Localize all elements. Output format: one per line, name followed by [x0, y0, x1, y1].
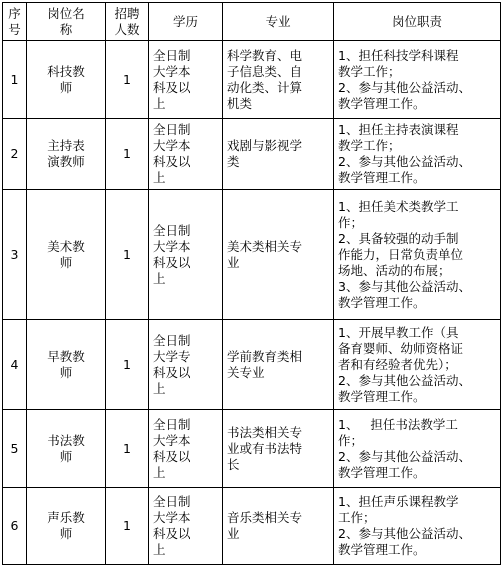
cell-major: 书法类相关专 业或有书法特 长: [223, 410, 334, 488]
cell-education: 全日制 大学本 科及以 上: [149, 488, 223, 565]
cell-no: 2: [3, 119, 27, 190]
cell-position: 声乐教 师: [27, 488, 106, 565]
table-row: [3, 190, 501, 320]
cell-major: 戏剧与影视学 类: [223, 119, 334, 190]
cell-position: 美术教 师: [27, 190, 106, 320]
cell-count: 1: [106, 41, 149, 119]
cell-duty: 1、担任科技学科课程 教学工作； 2、参与其他公益活动、 教学管理工作。: [334, 41, 501, 119]
cell-major: 音乐类相关专 业: [223, 488, 334, 565]
cell-education: 全日制 大学专 科及以 上: [149, 320, 223, 410]
cell-major: 科学教育、电 子信息类、自 动化类、计算 机类: [223, 41, 334, 119]
cell-count: 1: [106, 488, 149, 565]
cell-no: 6: [3, 488, 27, 565]
cell-education: 全日制 大学本 科及以 上: [149, 190, 223, 320]
cell-no: 1: [3, 41, 27, 119]
header-no: 序 号: [3, 3, 27, 41]
table-body: [3, 41, 501, 565]
cell-position: 书法教 师: [27, 410, 106, 488]
cell-no: 4: [3, 320, 27, 410]
cell-duty: 1、开展早教工作（具 备育婴师、幼师资格证 者和有经验者优先）； 2、参与其他公益活动、 教学管理工作。: [334, 320, 501, 410]
cell-duty: 1、担任美术类教学工 作； 2、具备较强的动手制 作能力，日常负责单位 场地、活动的布展； 3、参与其他公益活动、 教学管理工作。: [334, 190, 501, 320]
cell-education: 全日制 大学本 科及以 上: [149, 410, 223, 488]
cell-no: 3: [3, 190, 27, 320]
cell-count: 1: [106, 320, 149, 410]
cell-duty: 1、担任主持表演课程 教学工作； 2、参与其他公益活动、 教学管理工作。: [334, 119, 501, 190]
cell-education: 全日制 大学本 科及以 上: [149, 119, 223, 190]
cell-count: 1: [106, 410, 149, 488]
header-count: 招聘 人数: [106, 3, 149, 41]
cell-count: 1: [106, 190, 149, 320]
cell-position: 科技教 师: [27, 41, 106, 119]
cell-duty: 1、 担任书法教学工 作； 2、参与其他公益活动、 教学管理工作。: [334, 410, 501, 488]
cell-count: 1: [106, 119, 149, 190]
cell-position: 主持表 演教师: [27, 119, 106, 190]
header-row: [3, 3, 501, 41]
table-header: [3, 3, 501, 41]
table-row: [3, 41, 501, 119]
cell-education: 全日制 大学本 科及以 上: [149, 41, 223, 119]
cell-position: 早教教 师: [27, 320, 106, 410]
table-row: [3, 410, 501, 488]
table-row: [3, 320, 501, 410]
table-row: [3, 488, 501, 565]
header-position: 岗位名 称: [27, 3, 106, 41]
cell-duty: 1、担任声乐课程教学 工作； 2、参与其他公益活动、 教学管理工作。: [334, 488, 501, 565]
cell-major: 美术类相关专 业: [223, 190, 334, 320]
recruitment-table: [2, 2, 501, 565]
cell-major: 学前教育类相 关专业: [223, 320, 334, 410]
header-education: 学历: [149, 3, 223, 41]
header-major: 专业: [223, 3, 334, 41]
table-row: [3, 119, 501, 190]
header-duty: 岗位职责: [334, 3, 501, 41]
cell-no: 5: [3, 410, 27, 488]
